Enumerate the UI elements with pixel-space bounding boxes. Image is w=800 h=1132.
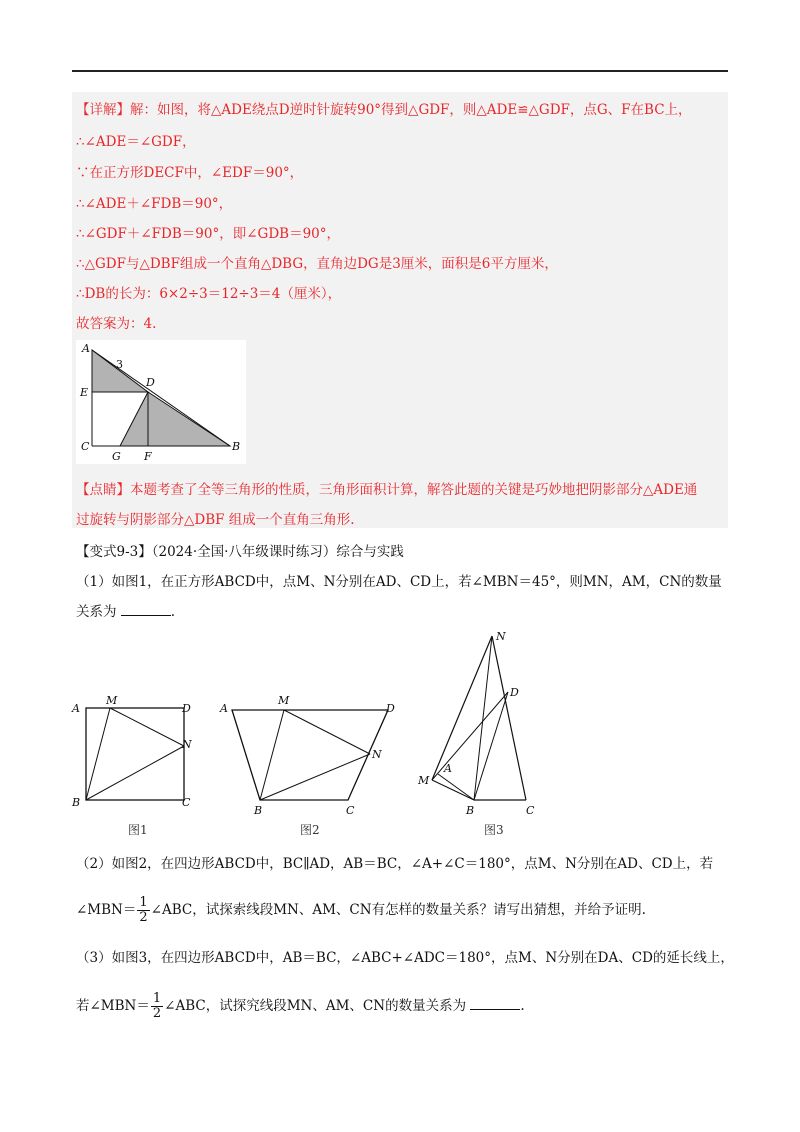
comment-line-2: 过旋转与阴影部分△DBF 组成一个直角三角形. [76,512,355,528]
svg-text:A: A [82,342,90,355]
answer-line-7: ∴DB的长为：6×2÷3＝12÷3＝4（厘米）， [76,286,342,302]
answer-line-1: 【详解】解：如图，将△ADE绕点D逆时针旋转90°得到△GDF，则△ADE≌△GDF，点G、F在BC上， [76,102,692,118]
svg-text:N: N [182,738,192,751]
svg-text:D: D [386,702,395,715]
svg-text:M: M [278,694,290,707]
q1-line-1: （1）如图1，在正方形ABCD中，点M、N分别在AD、CD上，若∠MBN＝45°，则MN，AM，CN的数量 [76,574,722,590]
svg-text:F: F [144,450,152,463]
answer-line-2: ∴∠ADE＝∠GDF， [76,134,196,150]
q2-line-2: ∠MBN＝ $\frac{1}{2}$ ∠ABC，试探索线段MN、AM、CN有怎样的数量关系？请写出猜想，并给予证明. [76,895,646,925]
q3-line-2: 若∠MBN＝ $\frac{1}{2}$ ∠ABC，试探究线段MN、AM、CN的数量关系为 . [76,991,525,1021]
q1-line-2: 关系为 . [76,604,176,620]
svg-text:A: A [72,702,80,715]
svg-text:N: N [372,748,382,761]
svg-text:N: N [496,630,506,643]
header-rule [72,70,728,72]
svg-text:C: C [182,796,191,809]
q2-line-1: （2）如图2，在四边形ABCD中，BC∥AD，AB＝BC，∠A+∠C＝180°，点M、N分别在AD、CD上，若 [76,856,714,872]
figure-3 [417,630,535,837]
svg-text:C: C [81,440,90,453]
svg-text:B: B [254,804,263,817]
fraction-half: $\frac{1}{2}$ [139,895,148,925]
problem-heading: 【变式9-3】（2024·全国·八年级课时练习）综合与实践 [76,544,404,560]
answer-line-8: 故答案为：4. [76,316,157,332]
svg-text:B: B [466,804,475,817]
svg-text:B: B [232,440,241,453]
answer-line-6: ∴△GDF与△DBF组成一个直角△DBG，直角边DG是3厘米，面积是6平方厘米， [76,256,558,272]
svg-text:A: A [444,762,452,775]
comment-line-1: 【点睛】本题考查了全等三角形的性质，三角形面积计算，解答此题的关键是巧妙地把阴影部分△ADE通 [76,482,698,498]
svg-text:M: M [106,694,118,707]
q3-line-1: （3）如图3，在四边形ABCD中，AB＝BC，∠ABC+∠ADC＝180°，点M、N分别在DA、CD的延长线上， [76,950,734,966]
solution-figure [76,340,246,464]
answer-line-4: ∴∠ADE＋∠FDB＝90°， [76,196,233,212]
answer-line-3: ∵在正方形DECF中，∠EDF＝90°， [76,165,304,181]
svg-text:C: C [526,804,535,817]
svg-text:3: 3 [116,358,123,371]
svg-text:图1: 图1 [128,823,148,837]
problem-figures [64,630,584,840]
svg-text:G: G [112,450,121,463]
answer-blank[interactable] [121,603,171,616]
answer-line-5: ∴∠GDF＋∠FDB＝90°，即∠GDB＝90°， [76,226,340,242]
svg-text:D: D [510,686,519,699]
svg-text:图2: 图2 [300,823,320,837]
answer-blank-2[interactable] [470,997,520,1010]
svg-text:E: E [80,386,89,399]
figure-2 [219,694,395,837]
svg-text:D: D [182,702,191,715]
svg-text:B: B [72,796,81,809]
fraction-half-2: $\frac{1}{2}$ [152,991,162,1021]
figure-1 [71,694,192,837]
svg-text:D: D [146,376,155,389]
svg-text:图3: 图3 [484,823,504,837]
svg-text:M: M [418,774,430,787]
svg-text:A: A [220,702,228,715]
svg-text:C: C [346,804,355,817]
